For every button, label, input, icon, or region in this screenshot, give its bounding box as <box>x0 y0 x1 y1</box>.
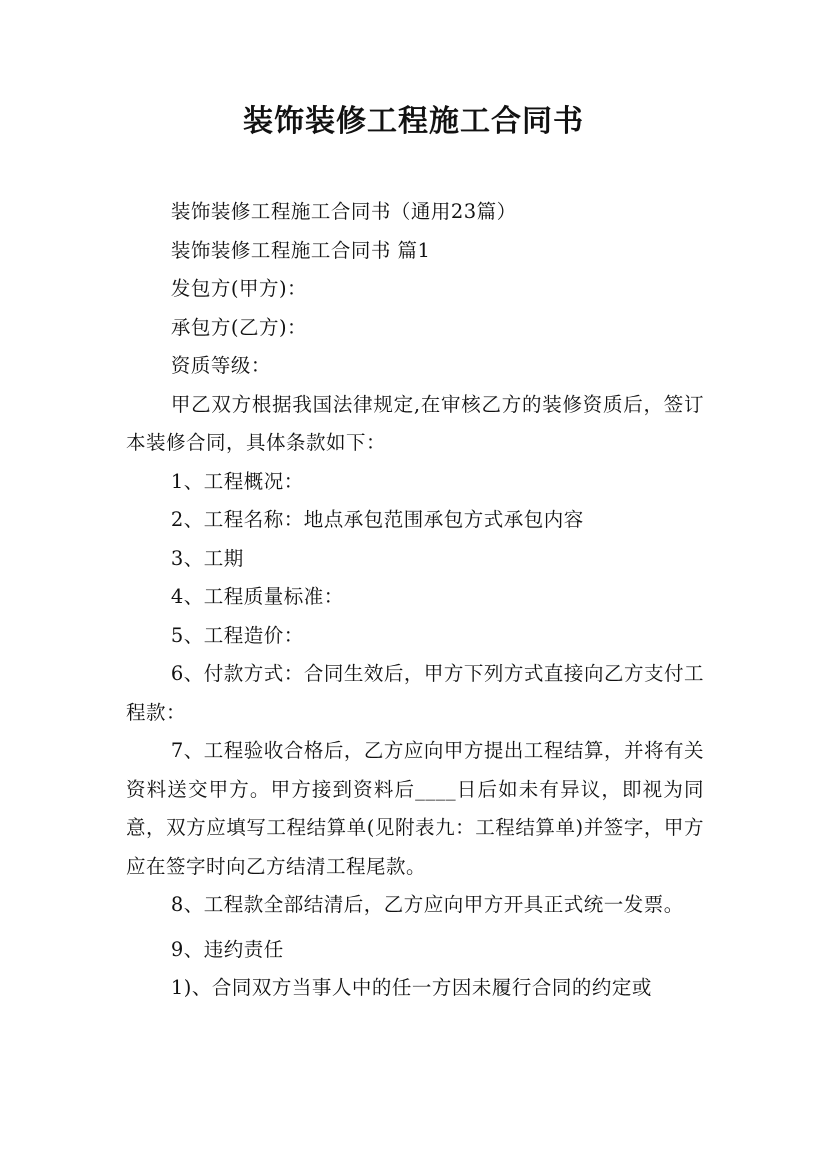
paragraph-clause-1: 1、工程概况： <box>170 469 304 493</box>
paragraph-preamble: 甲乙双方根据我国法律规定,在审核乙方的装修资质后，签订本装修合同，具体条款如下： <box>126 392 704 454</box>
paragraph-party-a: 发包方(甲方)： <box>170 277 308 300</box>
paragraph-clause-3: 3、工期 <box>170 546 244 570</box>
paragraph-clause-9: 9、违约责任 <box>170 937 284 961</box>
paragraph-party-b: 承包方(乙方)： <box>170 315 308 339</box>
paragraph-clause-5: 5、工程造价： <box>170 623 304 647</box>
document-title: 装饰装修工程施工合同书 <box>243 104 584 139</box>
document-body <box>126 193 704 1008</box>
paragraph-clause-8: 8、工程款全部结清后，乙方应向甲方开具正式统一发票。 <box>170 893 684 916</box>
paragraph-clause-9-1: 1)、合同双方当事人中的任一方因未履行合同的约定或 <box>170 976 652 999</box>
paragraph-clause-7: 7、工程验收合格后，乙方应向甲方提出工程结算，并将有关资料送交甲方。甲方接到资料后____日后如未有异议，即视为同意，双方应填写工程结算单(见附表九：工程结算单)并签字，甲方应在签字时向乙方结清工程尾款。 <box>126 739 704 878</box>
paragraph-clause-4: 4、工程质量标准： <box>170 585 344 608</box>
paragraph-article-heading: 装饰装修工程施工合同书 篇1 <box>170 238 431 262</box>
paragraph-qualification: 资质等级： <box>170 354 271 377</box>
paragraph-subtitle: 装饰装修工程施工合同书（通用23篇） <box>170 200 517 223</box>
paragraph-clause-2: 2、工程名称：地点承包范围承包方式承包内容 <box>170 508 584 531</box>
paragraph-clause-6: 6、付款方式：合同生效后，甲方下列方式直接向乙方支付工程款： <box>126 662 704 724</box>
